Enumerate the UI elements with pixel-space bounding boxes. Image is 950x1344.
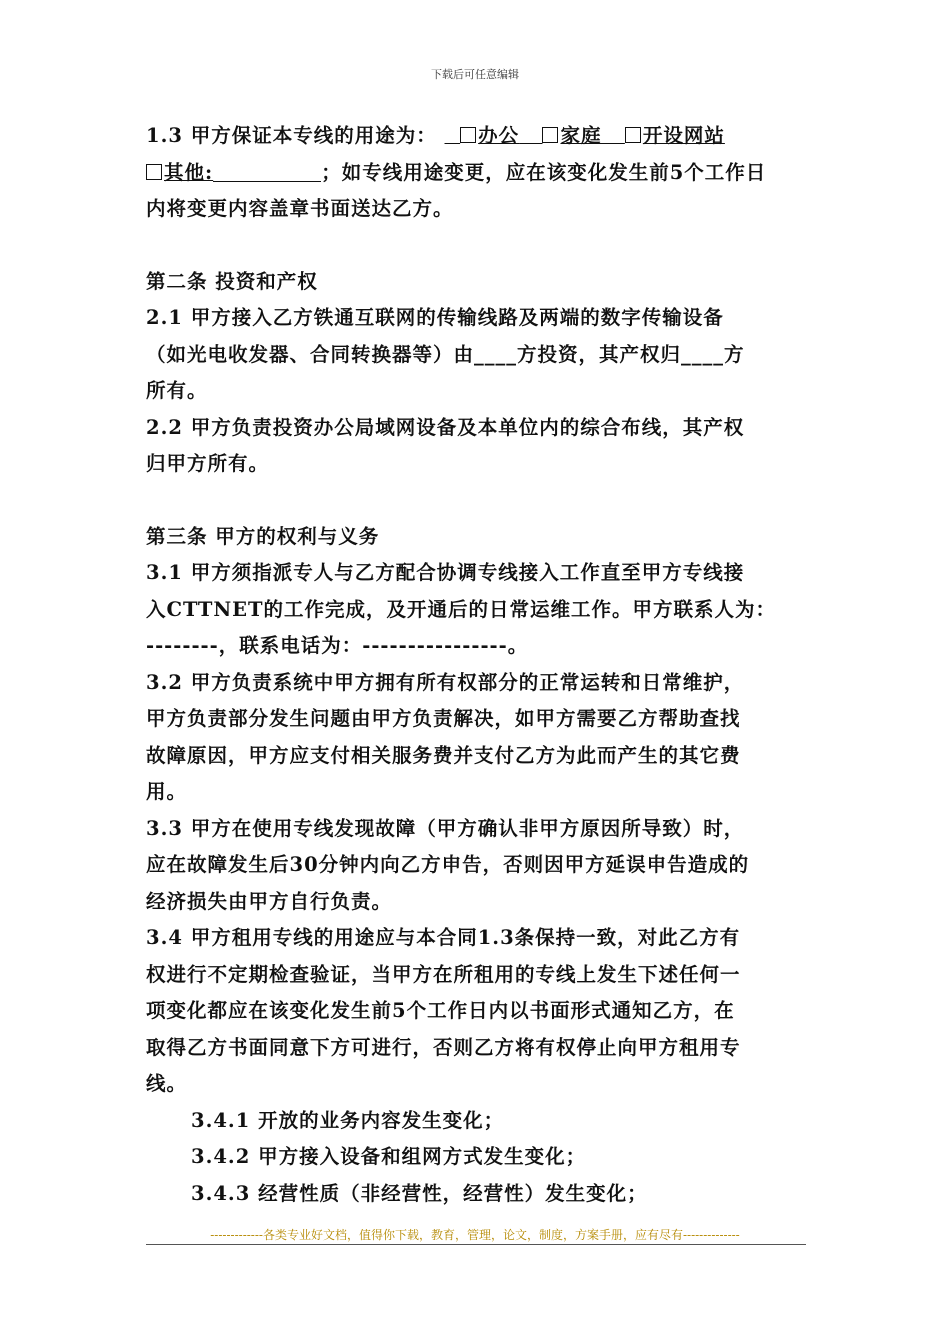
checkbox-other[interactable] bbox=[146, 164, 162, 180]
checkbox-website[interactable] bbox=[625, 127, 641, 143]
clause-3-2-line-3: 故障原因，甲方应支付相关服务费并支付乙方为此而产生的其它费 bbox=[146, 743, 741, 767]
clause-2-1-line-3: 所有。 bbox=[146, 379, 208, 402]
clause-3-3-line-3: 经济损失由甲方自行负责。 bbox=[146, 889, 393, 913]
clause-3-3-line-1: 3.3 甲方在使用专线发现故障（甲方确认非甲方原因所导致）时， bbox=[146, 816, 745, 840]
clause-1-3-line-3: 内将变更内容盖章书面送达乙方。 bbox=[146, 197, 454, 220]
checkbox-office[interactable] bbox=[460, 127, 476, 143]
clause-2-1-line-1: 2.1 甲方接入乙方铁通互联网的传输线路及两端的数字传输设备 bbox=[146, 306, 724, 329]
option-home-label: 家庭 bbox=[560, 124, 602, 147]
clause-3-4-2: 3.4.2 甲方接入设备和组网方式发生变化； bbox=[191, 1145, 587, 1168]
clause-3-4-3: 3.4.3 经营性质（非经营性，经营性）发生变化； bbox=[191, 1181, 648, 1205]
option-other bbox=[146, 161, 213, 184]
page-footer-banner: -------------各类专业好文档，值得你下载，教育，管理，论文，制度，方案手册，应有尽有-------------- bbox=[210, 1228, 740, 1242]
clause-1-3-text: ；如专线用途变更，应在该变化发生前5个工作日 bbox=[321, 160, 767, 184]
article-2-title: 第二条 投资和产权 bbox=[146, 269, 318, 293]
other-purpose-blank[interactable] bbox=[213, 159, 321, 182]
clause-2-2-line-1: 2.2 甲方负责投资办公局域网设备及本单位内的综合布线，其产权 bbox=[146, 415, 745, 439]
clause-3-4-line-4: 取得乙方书面同意下方可进行，否则乙方将有权停止向甲方租用专 bbox=[146, 1035, 741, 1059]
clause-2-2-line-2: 归甲方所有。 bbox=[146, 452, 270, 475]
clause-1-3-lead: 1.3 甲方保证本专线的用途为： bbox=[146, 124, 437, 147]
checkbox-home[interactable] bbox=[542, 127, 558, 143]
spacer bbox=[146, 483, 812, 519]
clause-1-3-line-2 bbox=[146, 155, 812, 192]
clause-1-3-line-1 bbox=[146, 118, 812, 155]
spacer bbox=[146, 228, 812, 264]
option-website-label: 开设网站 bbox=[642, 124, 725, 147]
clause-3-4-line-2: 权进行不定期检查验证，当甲方在所租用的专线上发生下述任何一 bbox=[146, 962, 741, 986]
clause-3-1-line-3: --------，联系电话为：----------------。 bbox=[146, 634, 529, 657]
clause-3-1-line-2: 入CTTNET的工作完成，及开通后的日常运维工作。甲方联系人为： bbox=[146, 597, 777, 621]
purpose-options bbox=[445, 124, 725, 147]
document-body bbox=[146, 118, 812, 1212]
page-header-note: 下载后可任意编辑 bbox=[431, 68, 519, 81]
article-3-title: 第三条 甲方的权利与义务 bbox=[146, 524, 380, 548]
clause-3-2-line-4: 用。 bbox=[146, 780, 188, 803]
clause-3-4-line-5: 线。 bbox=[146, 1072, 188, 1095]
clause-3-2-line-2: 甲方负责部分发生问题由甲方负责解决，如甲方需要乙方帮助查找 bbox=[146, 707, 741, 730]
option-office-label: 办公 bbox=[478, 124, 520, 147]
footer-divider bbox=[146, 1244, 806, 1245]
clause-3-4-line-1: 3.4 甲方租用专线的用途应与本合同1.3条保持一致，对此乙方有 bbox=[146, 926, 741, 949]
clause-2-1-line-2: （如光电收发器、合同转换器等）由____方投资，其产权归____方 bbox=[146, 342, 745, 366]
clause-3-2-line-1: 3.2 甲方负责系统中甲方拥有所有权部分的正常运转和日常维护， bbox=[146, 670, 745, 694]
clause-3-4-1: 3.4.1 开放的业务内容发生变化； bbox=[191, 1108, 505, 1132]
option-other-label: 其他: bbox=[164, 160, 214, 184]
clause-3-1-line-1: 3.1 甲方须指派专人与乙方配合协调专线接入工作直至甲方专线接 bbox=[146, 561, 745, 584]
clause-3-4-line-3: 项变化都应在该变化发生前5个工作日内以书面形式通知乙方，在 bbox=[146, 999, 735, 1022]
clause-3-3-line-2: 应在故障发生后30分钟内向乙方申告，否则因甲方延误申告造成的 bbox=[146, 853, 750, 876]
